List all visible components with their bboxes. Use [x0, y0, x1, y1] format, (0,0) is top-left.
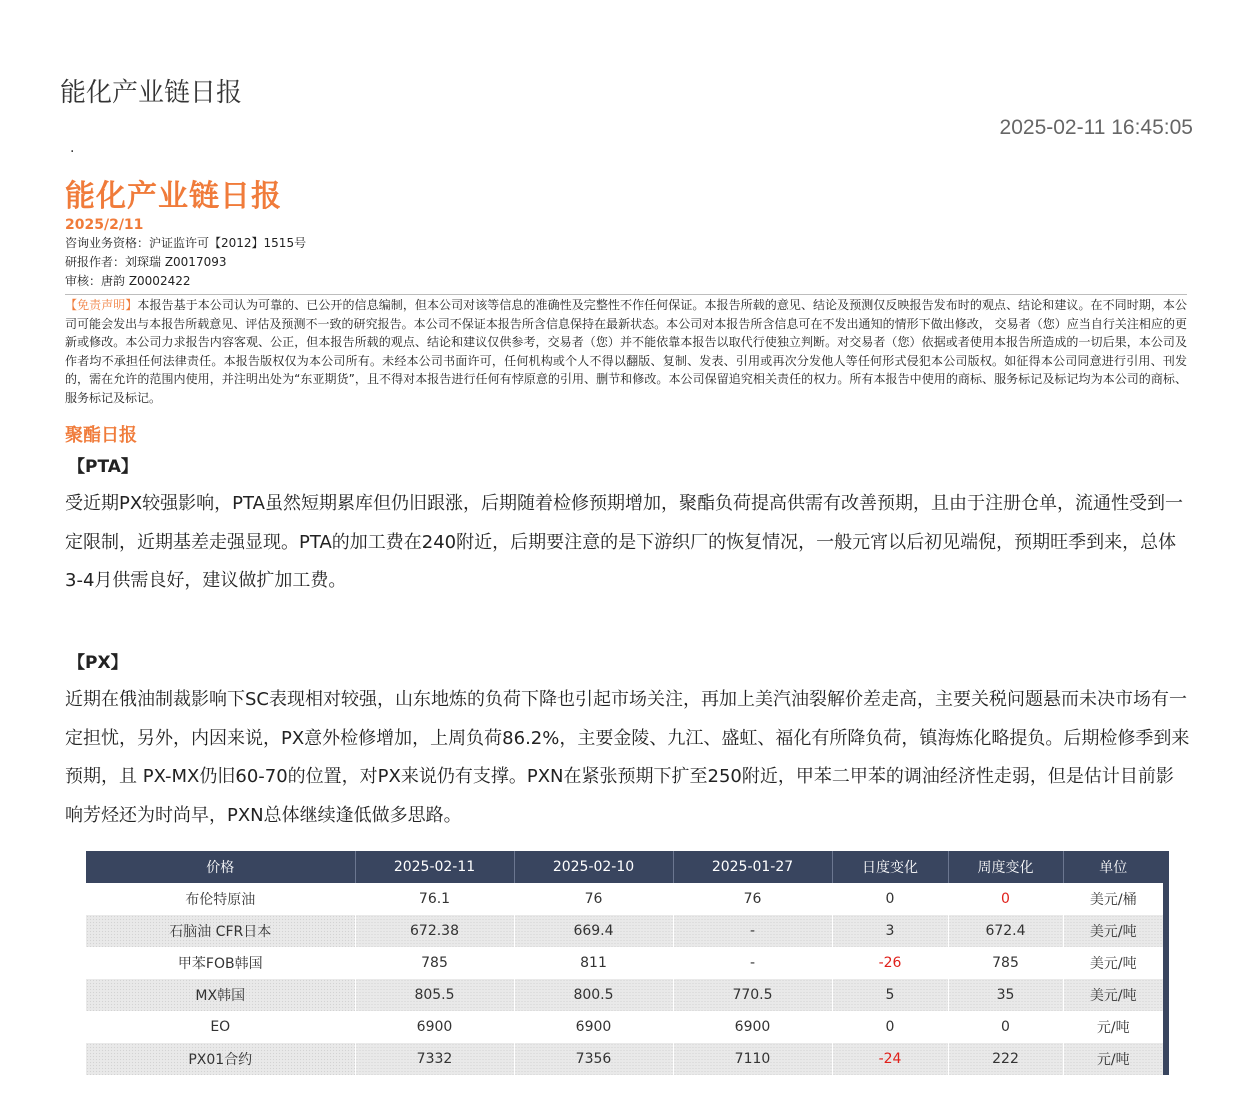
table-row [86, 979, 1166, 1011]
table-cell: 7356 [514, 1043, 673, 1075]
table-cell: 元/吨 [1063, 1011, 1166, 1043]
table-cell: 672.4 [948, 915, 1063, 947]
table-cell: 76 [673, 883, 832, 915]
table-cell: 5 [832, 979, 948, 1011]
report-title: 能化产业链日报 [65, 179, 282, 214]
table-cell: 7110 [673, 1043, 832, 1075]
table-cell: 805.5 [355, 979, 514, 1011]
table-cell: 76.1 [355, 883, 514, 915]
table-cell: 6900 [673, 1011, 832, 1043]
disclaimer-label: 【免责声明】 [65, 298, 138, 312]
px-paragraph: 近期在俄油制裁影响下SC表现相对较强，山东地炼的负荷下降也引起市场关注，再加上美汽油裂解价差走高，主要关税问题悬而未决市场有一定担忧，另外，内因来说，PX意外检修增加，上周负荷86.2%，主要金陵、九江、盛虹、福化有所降负荷，镇海炼化略提负。后期检修季到来预期，且 PX-MX仍旧60-70的位置，对PX来说仍有支撑。PXN在紧张预期下扩至250附近，甲苯二甲苯的调油经济性走弱，但是估计目前影响芳烃还为时尚早，PXN总体继续逢低做多思路。 [65, 689, 1190, 826]
table-cell: 美元/桶 [1063, 883, 1166, 915]
table-cell: -24 [832, 1043, 948, 1075]
section-title: 聚酯日报 [65, 425, 137, 446]
disclaimer [65, 296, 1187, 408]
col-header: 周度变化 [948, 851, 1063, 883]
table-row [86, 1011, 1166, 1043]
table-cell: 6900 [355, 1011, 514, 1043]
table-cell: 672.38 [355, 915, 514, 947]
report-header [65, 178, 1187, 408]
table-cell: 布伦特原油 [86, 883, 355, 915]
divider [65, 294, 1187, 295]
table-cell: EO [86, 1011, 355, 1043]
col-header: 2025-02-11 [355, 851, 514, 883]
table-cell: 0 [832, 883, 948, 915]
col-header: 日度变化 [832, 851, 948, 883]
px-heading: 【PX】 [68, 653, 128, 673]
table-cell: 0 [948, 883, 1063, 915]
table-row [86, 1043, 1166, 1075]
table-cell: 770.5 [673, 979, 832, 1011]
table-cell: 美元/吨 [1063, 979, 1166, 1011]
table-cell: 美元/吨 [1063, 947, 1166, 979]
col-header: 单位 [1063, 851, 1166, 883]
author-line: 研报作者：刘琛瑞 Z0017093 [65, 255, 227, 269]
table-cell: 甲苯FOB韩国 [86, 947, 355, 979]
table-cell: 美元/吨 [1063, 915, 1166, 947]
table-cell: 76 [514, 883, 673, 915]
page-title: 能化产业链日报 [60, 78, 243, 108]
reviewer-line: 审核：唐韵 Z0002422 [65, 274, 191, 288]
table-cell: 0 [832, 1011, 948, 1043]
table-cell: -26 [832, 947, 948, 979]
pta-heading: 【PTA】 [68, 457, 138, 477]
table-cell: 669.4 [514, 915, 673, 947]
table-row [86, 915, 1166, 947]
qualification-line: 咨询业务资格：沪证监许可【2012】1515号 [65, 236, 307, 250]
col-header: 2025-02-10 [514, 851, 673, 883]
table-cell: 0 [948, 1011, 1063, 1043]
table-row [86, 947, 1166, 979]
bullet-dot: . [70, 140, 75, 156]
table-cell: MX韩国 [86, 979, 355, 1011]
table-cell: 石脑油 CFR日本 [86, 915, 355, 947]
table-cell: 785 [948, 947, 1063, 979]
table-cell: 元/吨 [1063, 1043, 1166, 1075]
table-cell: 6900 [514, 1011, 673, 1043]
table-cell: 3 [832, 915, 948, 947]
col-header: 2025-01-27 [673, 851, 832, 883]
disclaimer-text: 本报告基于本公司认为可靠的、已公开的信息编制，但本公司对该等信息的准确性及完整性不作任何保证。本报告所载的意见、结论及预测仅反映报告发布时的观点、结论和建议。在不同时期，本公司可能会发出与本报告所载意见、评估及预测不一致的研究报告。本公司不保证本报告所含信息保持在最新状态。本公司对本报告所含信息可在不发出通知的情形下做出修改， 交易者（您）应当自行关注相应的更新或修改。本公司力求报告内容客观、公正，但本报告所载的观点、结论和建议仅供参考，交易者（您）并不能依靠本报告以取代行使独立判断。对交易者（您）依据或者使用本报告所造成的一切后果，本公司及作者均不承担任何法律责任。本报告版权仅为本公司所有。未经本公司书面许可，任何机构或个人不得以翻版、复制、发表、引用或再次分发他人等任何形式侵犯本公司版权。如征得本公司同意进行引用、刊发的，需在允许的范围内使用，并注明出处为“东亚期货”，且不得对本报告进行任何有悖原意的引用、删节和修改。本公司保留追究相关责任的权力。所有本报告中使用的商标、服务标记及标记均为本公司的商标、服务标记及标记。 [65, 298, 1187, 405]
table-cell: 785 [355, 947, 514, 979]
pta-paragraph: 受近期PX较强影响，PTA虽然短期累库但仍旧跟涨，后期随着检修预期增加，聚酯负荷提高供需有改善预期，且由于注册仓单，流通性受到一定限制，近期基差走强显现。PTA的加工费在240附近，后期要注意的是下游织厂的恢复情况，一般元宵以后初见端倪，预期旺季到来，总体3-4月供需良好，建议做扩加工费。 [65, 493, 1183, 591]
report-date: 2025/2/11 [65, 217, 144, 233]
table-cell: - [673, 947, 832, 979]
table-cell: 811 [514, 947, 673, 979]
table-cell: 800.5 [514, 979, 673, 1011]
timestamp: 2025-02-11 16:45:05 [999, 116, 1193, 139]
table-cell: 222 [948, 1043, 1063, 1075]
table-row [86, 883, 1166, 915]
price-table [86, 851, 1169, 1075]
col-header: 价格 [86, 851, 355, 883]
table-cell: - [673, 915, 832, 947]
table-header-row [86, 851, 1166, 883]
table-cell: PX01合约 [86, 1043, 355, 1075]
table-cell: 7332 [355, 1043, 514, 1075]
table-cell: 35 [948, 979, 1063, 1011]
